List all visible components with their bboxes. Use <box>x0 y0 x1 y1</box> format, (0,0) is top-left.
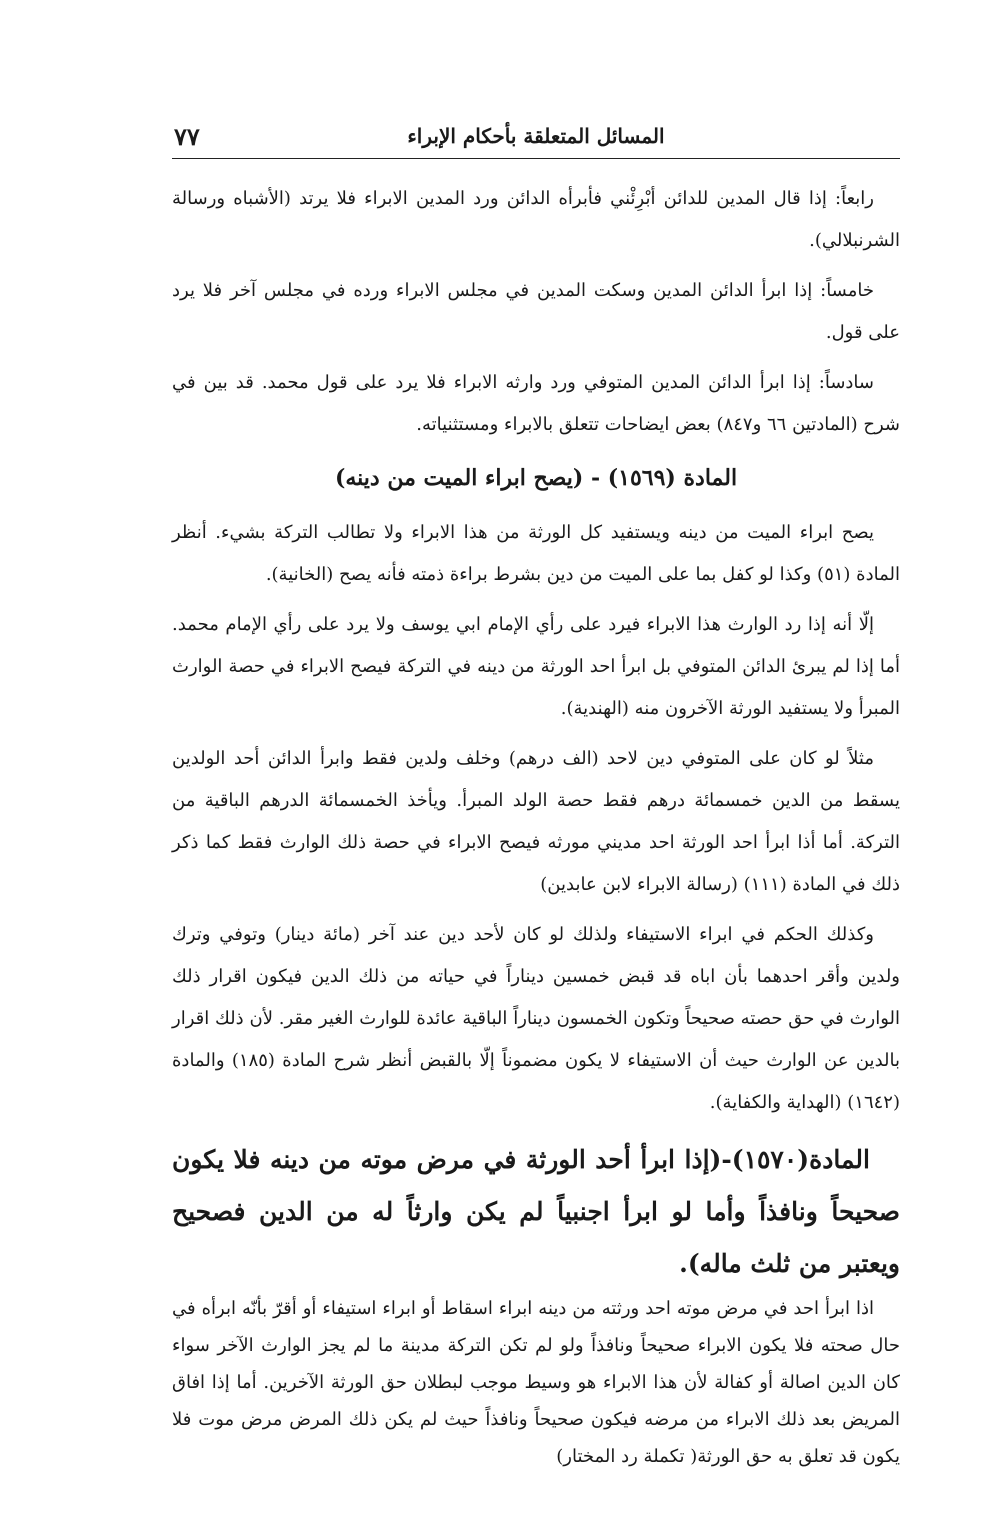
page-header <box>172 118 900 159</box>
paragraph-istifa: وكذلك الحكم في ابراء الاستيفاء ولذلك لو كان لأحد دين عند آخر (مائة دينار) وتوفي وترك ولدين وأقر احدهما بأن اباه قد قبض خمسين ديناراً في حياته من ذلك الدين فيكون اقرار ذلك الوارث في حق حصته صحيحاً وتكون الخمسون ديناراً الباقية عائدة للوارث الغير مقر. لأن ذلك اقرار بالدين عن الوارث حيث أن الاستيفاء لا يكون مضموناً إلّا بالقبض أنظر شرح المادة (١٨٥) والمادة (١٦٤٢) (الهداية والكفاية). <box>172 924 900 1113</box>
page-body <box>172 178 900 1483</box>
paragraph-fourth: رابعاً: إذا قال المدين للدائن أبْرِئْني فأبرأه الدائن ورد المدين الابراء فلا يرتد (الأشباه ورسالة الشرنبلالي). <box>172 188 900 251</box>
running-title: المسائل المتعلقة بأحكام الإبراء <box>407 124 665 148</box>
paragraph-fifth: خامساً: إذا ابرأ الدائن المدين وسكت المدين في مجلس الابراء ورده في مجلس آخر فلا يرد على قول. <box>172 280 900 343</box>
article-1570-heading: المادة(١٥٧٠)-(إذا ابرأ أحد الورثة في مرض موته من دينه فلا يكون صحيحاً ونافذاً وأما لو ابرأ اجنبياً لم يكن وارثاً له من الدين فصحيح ويعتبر من ثلث ماله). <box>172 1145 900 1278</box>
paragraph-sixth: سادساً: إذا ابرأ الدائن المدين المتوفي ورد وارثه الابراء فلا يرد على قول محمد. قد بين في شرح (المادتين ٦٦ و٨٤٧) بعض ايضاحات تتعلق بالابراء ومستثنياته. <box>172 372 900 435</box>
paragraph-article-1569-body: يصح ابراء الميت من دينه ويستفيد كل الورثة من هذا الابراء ولا تطالب التركة بشيء. أنظر المادة (٥١) وكذا لو كفل بما على الميت من دين بشرط براءة ذمته فأنه يصح (الخانية). <box>172 522 900 585</box>
paragraph-heir-rejection: إلّا أنه إذا رد الوارث هذا الابراء فيرد على رأي الإمام ابي يوسف ولا يرد على رأي الإمام محمد. أما إذا لم يبرئ الدائن المتوفي بل ابرأ احد الورثة من دينه في التركة فيصح الابراء في حصة الوارث المبرأ ولا يستفيد الورثة الآخرون منه (الهندية). <box>172 614 900 719</box>
paragraph-example: مثلاً لو كان على المتوفي دين لاحد (الف درهم) وخلف ولدين فقط وابرأ الدائن أحد الولدين يسقط من الدين خمسمائة درهم فقط حصة الولد المبرأ. ويأخذ الخمسمائة الدرهم الباقية من التركة. أما أذا ابرأ احد الورثة احد مديني مورثه فيصح الابراء في حصة ذلك الوارث فقط كما ذكر ذلك في المادة (١١١) (رسالة الابراء لابن عابدين) <box>172 748 900 895</box>
page-number: ٧٧ <box>174 122 200 151</box>
paragraph-article-1570-body: اذا ابرأ احد في مرض موته احد ورثته من دينه ابراء اسقاط أو ابراء استيفاء أو أقرّ بأنّه ابرأه في حال صحته فلا يكون الابراء صحيحاً ونافذاً ولو لم تكن التركة مدينة ما لم يجز الوارث الآخر سواء كان الدين اصالة أو كفالة لأن هذا الابراء هو وسيط موجب لبطلان حق الورثة الآخرين. أما إذا افاق المريض بعد ذلك الابراء من مرضه فيكون صحيحاً ونافذاً حيث لم يكن ذلك المرض مرض موت فلا يكون قد تعلق به حق الورثة( تكملة رد المختار) <box>172 1298 900 1467</box>
article-1569-heading: المادة (١٥٦٩) - (يصح ابراء الميت من دينه) <box>334 465 738 491</box>
